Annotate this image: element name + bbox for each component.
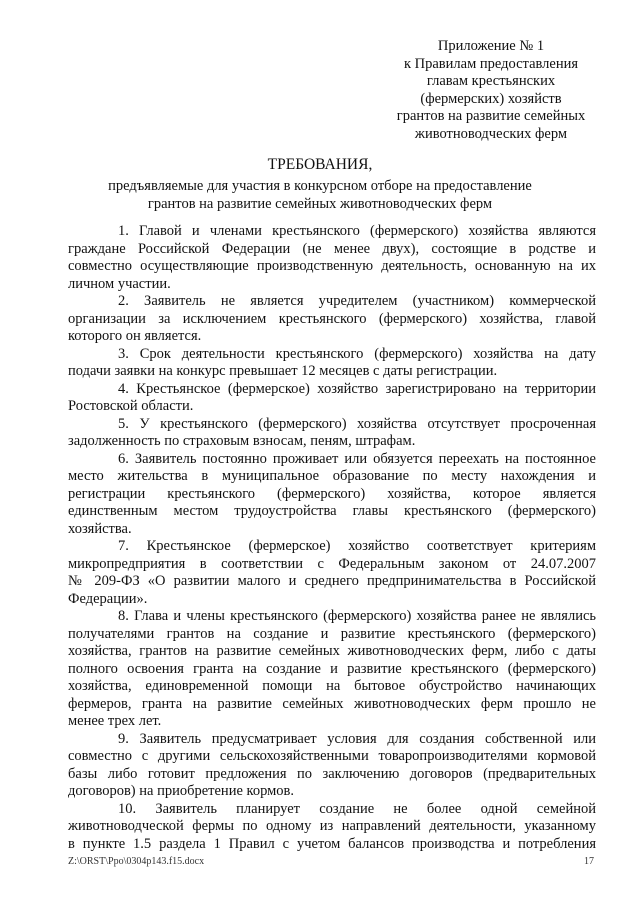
text-line: № 209-ФЗ «О развитии малого и среднего предпринимательства в Российской xyxy=(68,573,596,589)
text-line: 5. У крестьянского (фермерского) хозяйства отсутствует просроченная xyxy=(118,415,596,432)
text-line: микропредприятия в соответствии с Федеральным законом от 24.07.2007 xyxy=(68,555,596,572)
text-line: менее трех лет. xyxy=(68,713,162,729)
text-line: базы либо готовит предложения по заключению договоров (предварительных xyxy=(68,765,596,782)
text-line: совместно осуществляющие производственную деятельность, основанную на их xyxy=(68,258,596,274)
text-line: задолженность по страховым взносам, пеням, штрафам. xyxy=(68,433,416,449)
text-line: животноводческой фермы по одному из направлений деятельности, указанному xyxy=(68,818,596,834)
text-line: регистрации крестьянского (фермерского) хозяйства, которое является xyxy=(68,485,596,502)
text-line: которого он является. xyxy=(68,328,202,344)
appendix-line: Приложение № 1 xyxy=(437,38,545,54)
appendix-line: грантов на развитие семейных xyxy=(396,108,586,124)
text-line: фермеров, гранта на развитие семейных животноводческих ферм прошло не xyxy=(68,695,596,712)
text-line: 8. Глава и члены крестьянского (фермерского) хозяйства ранее не являлись xyxy=(118,608,596,624)
text-line: 4. Крестьянское (фермерское) хозяйство зарегистрировано на территории xyxy=(118,380,596,397)
text-line: в пункте 1.5 раздела 1 Правил с учетом балансов производства и потребления xyxy=(68,835,596,852)
requirements-list xyxy=(68,223,596,853)
requirement-4 xyxy=(68,381,596,416)
requirement-10 xyxy=(68,801,596,854)
text-line: место жительства в муниципальное образование по месту нахождения и xyxy=(68,468,596,484)
appendix-line: главам крестьянских xyxy=(426,73,556,89)
document-subtitle xyxy=(0,178,640,213)
requirement-1 xyxy=(68,223,596,293)
text-line: хозяйства. xyxy=(68,520,132,537)
appendix-line: животноводческих ферм xyxy=(414,125,568,142)
footer-file-path: Z:\ORST\Ppo\0304p143.f15.docx xyxy=(68,856,205,867)
appendix-line: к Правилам предоставления xyxy=(403,55,579,72)
text-line: Федерации». xyxy=(68,590,148,607)
requirement-5 xyxy=(68,416,596,451)
text-line: получателями грантов на создание и развитие крестьянского (фермерского) xyxy=(68,625,596,642)
text-line: подачи заявки на конкурс превышает 12 месяцев с даты регистрации. xyxy=(68,363,498,379)
text-line: 9. Заявитель предусматривает условия для создания собственной или xyxy=(118,730,596,747)
text-line: организации за исключением крестьянского (фермерского) хозяйства, главой xyxy=(68,310,596,327)
text-line: 1. Главой и членами крестьянского (фермерского) хозяйства являются xyxy=(118,223,596,239)
requirement-8 xyxy=(68,608,596,731)
text-line: 6. Заявитель постоянно проживает или обязуется переехать на постоянное xyxy=(118,450,596,467)
text-line: 7. Крестьянское (фермерское) хозяйство соответствует критериям xyxy=(118,538,596,554)
text-line: совместно с другими сельскохозяйственными товаропроизводителями кормовой xyxy=(68,748,596,764)
text-line: полного освоения гранта на создание и развитие крестьянского (фермерского) xyxy=(68,660,596,677)
document-title: ТРЕБОВАНИЯ, xyxy=(267,156,373,173)
subtitle-line: предъявляемые для участия в конкурсном отборе на предоставление xyxy=(108,178,532,194)
text-line: договоров) на приобретение кормов. xyxy=(68,783,295,799)
appendix-line: (фермерских) хозяйств xyxy=(420,90,562,107)
requirement-7 xyxy=(68,538,596,608)
text-line: хозяйства, единовременной помощи на бытовое обустройство начинающих xyxy=(68,678,596,694)
text-line: единственным местом трудоустройства главы крестьянского (фермерского) xyxy=(68,503,596,519)
text-line: 2. Заявитель не является учредителем (участником) коммерческой xyxy=(118,293,596,309)
requirement-3 xyxy=(68,346,596,381)
text-line: 10. Заявитель планирует создание не более одной семейной xyxy=(118,800,596,817)
footer-page-number: 17 xyxy=(584,856,594,867)
text-line: личном участии. xyxy=(68,275,171,292)
subtitle-line: грантов на развитие семейных животноводческих ферм xyxy=(147,195,493,212)
text-line: хозяйства, грантов на развитие семейных животноводческих ферм, либо с даты xyxy=(68,643,596,659)
text-line: граждане Российской Федерации (не менее двух), состоящие в родстве и xyxy=(68,240,596,257)
text-line: Ростовской области. xyxy=(68,398,194,414)
text-line: 3. Срок деятельности крестьянского (фермерского) хозяйства на дату xyxy=(118,345,596,362)
requirement-9 xyxy=(68,731,596,801)
requirement-2 xyxy=(68,293,596,346)
appendix-header xyxy=(380,38,602,143)
requirement-6 xyxy=(68,451,596,539)
